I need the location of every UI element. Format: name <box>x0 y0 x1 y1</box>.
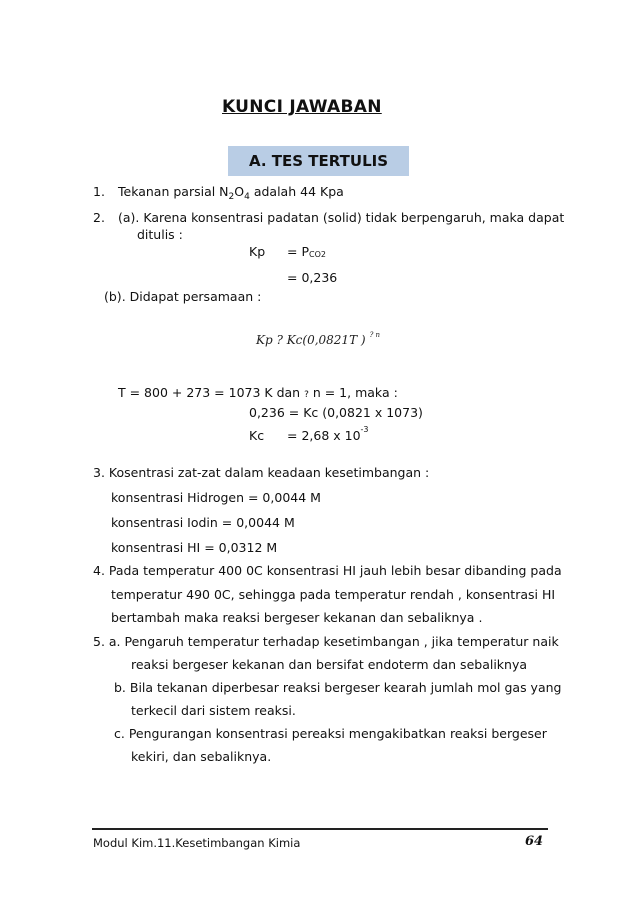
section-heading: A. TES TERTULIS <box>228 146 409 176</box>
q2-temperature-line: T = 800 + 273 = 1073 K dan ? n = 1, maka : <box>118 385 398 400</box>
q2-a-line1: (a). Karena konsentrasi padatan (solid) tidak berpengaruh, maka dapat <box>118 210 565 225</box>
q5-line1: 5. a. Pengaruh temperatur terhadap kesetimbangan , jika temperatur naik <box>93 634 559 649</box>
q2-kp-value: = 0,236 <box>287 270 338 285</box>
q5-line2: reaksi bergeser kekanan dan bersifat endoterm dan sebaliknya <box>131 657 528 672</box>
q2-kc-value: = 2,68 x $10^{-3}$ <box>287 425 369 443</box>
q1-text: Tekanan parsial $N_2O_4$ adalah 44 Kpa <box>118 184 344 202</box>
q5-line3: b. Bila tekanan diperbesar reaksi bergeser kearah jumlah mol gas yang <box>114 680 562 695</box>
q4-line2: temperatur 490 0C, sehingga pada temperatur rendah , konsentrasi HI <box>111 587 556 602</box>
q2-number: 2. <box>93 210 105 225</box>
page-number: 64 <box>525 834 544 849</box>
q2-calculation: 0,236 = Kc (0,0821 x 1073) <box>249 405 423 420</box>
q2-kp-label: Kp <box>249 244 266 259</box>
q4-line3: bertambah maka reaksi bergeser kekanan dan sebaliknya . <box>111 610 483 625</box>
q5-line5: c. Pengurangan konsentrasi pereaksi mengakibatkan reaksi bergeser <box>114 726 547 741</box>
q3-line4: konsentrasi HI = 0,0312 M <box>111 540 278 555</box>
q5-line6: kekiri, dan sebaliknya. <box>131 749 272 764</box>
q5-line4: terkecil dari sistem reaksi. <box>131 703 296 718</box>
q2-formula: Kp ? Kc(0,0821T ) $^{? n}$ <box>256 331 381 347</box>
q2-kc-label: Kc <box>249 428 265 443</box>
page-title: KUNCI JAWABAN <box>222 97 382 117</box>
q1-number: 1. <box>93 184 105 199</box>
footer-divider <box>92 828 548 830</box>
footer-module: Modul Kim.11.Kesetimbangan Kimia <box>93 836 301 850</box>
q3-line3: konsentrasi Iodin = 0,0044 M <box>111 515 295 530</box>
q3-line1: 3. Kosentrasi zat-zat dalam keadaan kesetimbangan : <box>93 465 430 480</box>
q2-a-line2: ditulis : <box>137 227 183 242</box>
q2-b-line: (b). Didapat persamaan : <box>104 289 262 304</box>
q3-line2: konsentrasi Hidrogen = 0,0044 M <box>111 490 321 505</box>
q2-kp-equation: = PCO2 <box>287 244 326 259</box>
q4-line1: 4. Pada temperatur 400 0C konsentrasi HI jauh lebih besar dibanding pada <box>93 563 562 578</box>
